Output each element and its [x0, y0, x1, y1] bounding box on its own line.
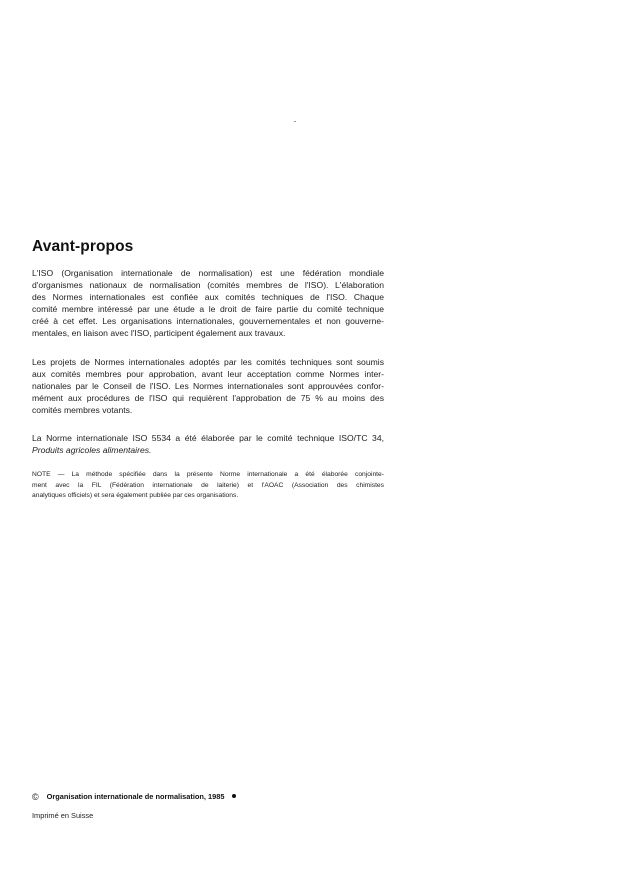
paragraph-line: La Norme internationale ISO 5534 a été élaborée par le comité technique ISO/TC 34, — [32, 433, 384, 444]
copyright-footer — [32, 791, 236, 801]
paragraph-approval — [32, 356, 384, 416]
bullet-icon — [232, 794, 236, 798]
note-line: analytiques officiels) et sera également publiée par ces organisations. — [32, 492, 239, 500]
paragraph-iso-intro — [32, 267, 384, 340]
note-line: ment avec la FIL (Fédération internationale de laiterie) et l'AOAC (Association des chimistes — [32, 481, 384, 489]
paragraph-line: d'organismes nationaux de normalisation (comités membres de l'ISO). L'élaboration — [32, 280, 384, 291]
paragraph-line: aux comités membres pour approbation, avant leur acceptation comme Normes inter- — [32, 368, 384, 379]
paragraph-committee — [32, 432, 384, 456]
paragraph-line: mentales, en liaison avec l'ISO, participent également aux travaux. — [32, 328, 286, 339]
page-title: Avant-propos — [32, 238, 134, 255]
note-line: NOTE — La méthode spécifiée dans la présente Norme internationale a été élaborée conjointe- — [32, 471, 384, 479]
paragraph-line: nationales par le Conseil de l'ISO. Les Normes internationales sont approuvées confor- — [32, 380, 384, 391]
paragraph-line-italic — [32, 444, 384, 456]
paragraph-line: L'ISO (Organisation internationale de normalisation) est une fédération mondiale — [32, 268, 384, 278]
committee-title: Produits agricoles alimentaires. — [32, 445, 152, 456]
note-block — [32, 470, 384, 502]
copyright-icon: © — [32, 792, 39, 802]
paragraph-line: des Normes internationales est confiée aux comités techniques de l'ISO. Chaque — [32, 292, 384, 303]
paragraph-line: mément aux procédures de l'ISO qui requièrent l'approbation de 75 % au moins des — [32, 392, 384, 403]
scan-speck — [294, 121, 296, 122]
paragraph-line: Les projets de Normes internationales adoptés par les comités techniques sont soumis — [32, 356, 384, 367]
copyright-organisation: Organisation internationale de normalisation, 1985 — [46, 792, 225, 801]
printed-in: Imprimé en Suisse — [32, 811, 94, 820]
paragraph-line: comités membres votants. — [32, 404, 133, 415]
foreword-section — [32, 237, 384, 502]
paragraph-line: créé à cet effet. Les organisations internationales, gouvernementales et non gouverne- — [32, 316, 384, 327]
paragraph-line: comité membre intéressé par une étude a le droit de faire partie du comité technique — [32, 304, 384, 315]
